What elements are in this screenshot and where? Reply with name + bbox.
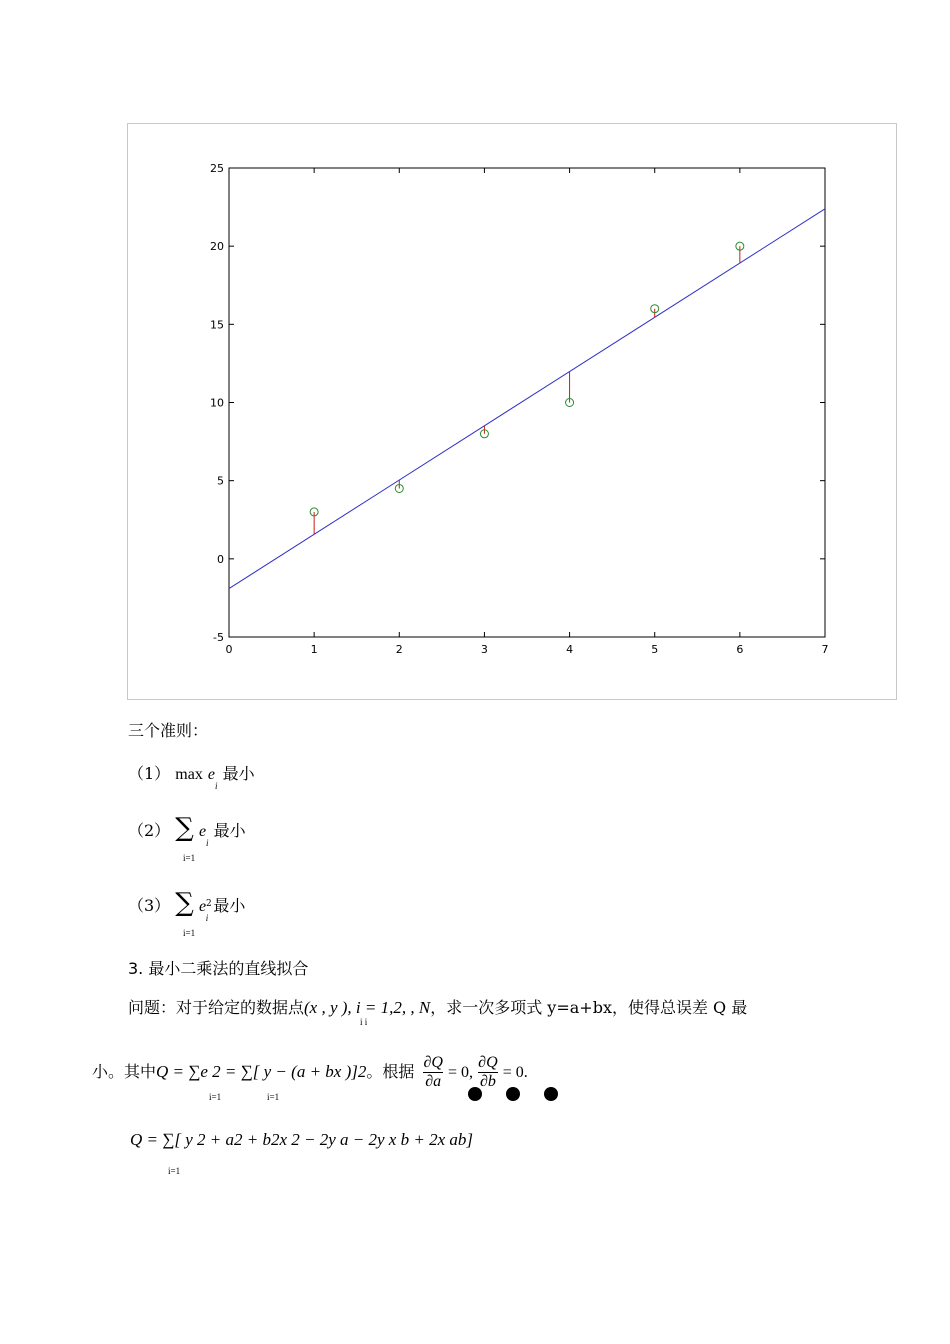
x-tick-label: 0 xyxy=(225,643,233,656)
criteria-title xyxy=(128,718,208,741)
bullet-dot xyxy=(544,1087,558,1101)
fraction-dq-da xyxy=(423,1054,442,1091)
criterion-2-tail: 最小 xyxy=(213,821,246,840)
frac1-numerator: ∂Q xyxy=(423,1054,443,1071)
frac-end: = 0. xyxy=(502,1064,528,1081)
y-tick-label: 20 xyxy=(210,240,224,254)
line2-mid: 。根据 xyxy=(366,1062,415,1081)
fit-chart xyxy=(128,124,898,701)
criterion-3-tail: 最小 xyxy=(213,896,246,915)
bullet-dot xyxy=(506,1087,520,1101)
expansion-formula: Q = ∑[ y 2 + a2 + b2x 2 − 2y a − 2y x b + 2x ab] xyxy=(130,1130,473,1149)
criterion-1-sub: i xyxy=(215,781,218,791)
criterion-3-sup: 2 xyxy=(206,899,212,909)
criterion-1-max: max xyxy=(175,766,203,783)
fraction-dq-db xyxy=(478,1054,497,1091)
plot-axes-box xyxy=(229,168,825,637)
frac1-denominator: ∂a xyxy=(425,1073,442,1090)
x-tick-label: 5 xyxy=(651,643,659,656)
criterion-1 xyxy=(128,761,255,791)
x-tick-label: 4 xyxy=(566,643,574,656)
y-tick-label: 15 xyxy=(210,318,224,332)
criterion-2-sigma: ∑ xyxy=(175,813,194,843)
line2-lower-2: i=1 xyxy=(267,1092,280,1102)
criterion-3-number: （3） xyxy=(128,896,171,915)
criterion-1-e: e xyxy=(207,766,216,783)
problem-prefix: 问题：对于给定的数据点 xyxy=(128,998,305,1017)
frac2-denominator: ∂b xyxy=(479,1073,496,1090)
x-tick-label: 1 xyxy=(310,643,318,656)
x-tick-label: 7 xyxy=(821,643,829,656)
criterion-2-e: e xyxy=(198,823,207,840)
fit-line xyxy=(229,209,825,589)
criterion-2-sub: i xyxy=(206,838,209,848)
problem-point-sub: i i xyxy=(360,1017,368,1027)
criterion-3-lower: i=1 xyxy=(183,928,196,938)
line2-start: 小。其中 xyxy=(92,1062,157,1081)
criteria-title-text: 三个准则： xyxy=(128,721,209,740)
y-tick-label: 25 xyxy=(210,162,224,175)
section-heading-text: 3. 最小二乘法的直线拟合 xyxy=(128,959,309,978)
section-heading xyxy=(128,956,308,979)
criterion-3-sub: i xyxy=(205,913,209,923)
y-tick-label: 5 xyxy=(217,474,224,488)
criterion-3-sigma: ∑ xyxy=(175,888,194,918)
frac2-numerator: ∂Q xyxy=(478,1054,498,1071)
figure-frame xyxy=(127,123,897,700)
y-tick-label: 0 xyxy=(217,552,224,566)
frac-separator: = 0, xyxy=(448,1064,474,1081)
x-tick-label: 3 xyxy=(480,643,488,656)
criterion-2 xyxy=(128,813,246,863)
y-tick-label: -5 xyxy=(213,631,224,644)
expansion-line xyxy=(130,1130,473,1176)
criterion-2-number: （2） xyxy=(128,821,171,840)
criterion-2-lower: i=1 xyxy=(183,853,196,863)
line2-formula: Q = ∑e 2 = ∑[ y − (a + bx )]2 xyxy=(156,1062,367,1081)
problem-point: (x , y ), i = 1,2, , N xyxy=(304,998,431,1017)
problem-rest: ，求一次多项式 y=a+bx，使得总误差 Q 最 xyxy=(430,998,748,1017)
criterion-3 xyxy=(128,888,246,938)
bullet-dot xyxy=(468,1087,482,1101)
line2-lower-1: i=1 xyxy=(209,1092,222,1102)
x-tick-label: 2 xyxy=(395,643,403,656)
criterion-1-number: （1） xyxy=(128,764,171,783)
problem-line-2 xyxy=(92,1054,528,1102)
problem-line-1 xyxy=(128,995,748,1027)
y-tick-label: 10 xyxy=(210,396,224,410)
x-tick-label: 6 xyxy=(736,643,744,656)
expansion-lower: i=1 xyxy=(168,1166,181,1176)
criterion-3-e: e xyxy=(198,898,207,915)
criterion-1-tail: 最小 xyxy=(222,764,255,783)
